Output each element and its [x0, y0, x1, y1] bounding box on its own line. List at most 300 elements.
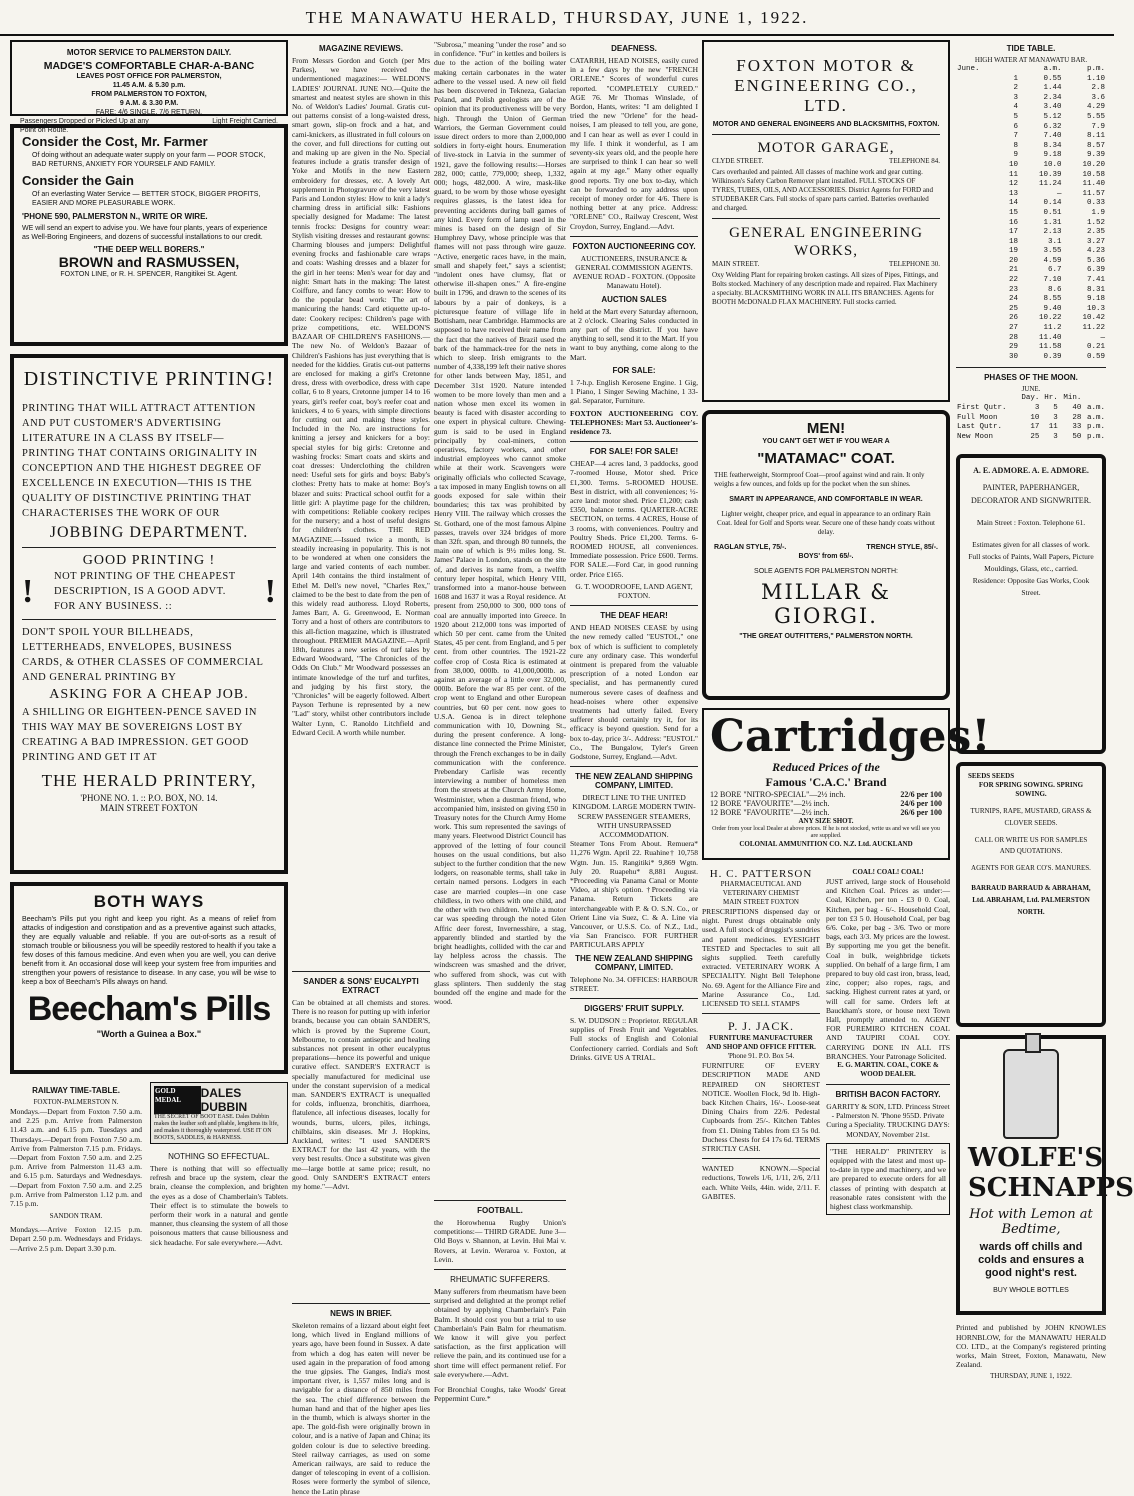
coat-text: THE featherweight, Stormproof Coat—proof against wind and rain. It only weighs a few ounces, and folds up for the pocket when the sun shines. — [714, 471, 925, 488]
sanders-text: Can be obtained at all chemists and stores. There is no reason for putting up with inferior brands, because you can obtain SANDER'S, which is proved by the Supreme Court, Melbourne, to contain antiseptic and healing substances not present in other eucalyptus preparations—hence its powerful and unique curative effect. SANDER'S EXTRACT is specially manufactured for medicinal use under the constant supervision of a medical man. SANDER'S EXTRACT is unequalled for colds, influenza, bronchitis, diarrhoea, flatulence, all infectious diseases, locally for wounds, burns, ulcers, piles, itchings, chilblains, skin diseases. Mr J. Hopkins, Auckland, writes: "I used SANDER'S EXTRACT for the last 42 years, with the very best results. Once a substitute was given me—large bottle at same price; result, no good. Only SANDER'S EXTRACT enters my home."—Advt. — [292, 998, 430, 1192]
tide-row — [956, 190, 1106, 200]
tide-cell: 22 — [1009, 276, 1019, 285]
tide-cell: 9 — [1013, 151, 1019, 160]
farmer-title1: Consider the Cost, Mr. Farmer — [22, 134, 208, 149]
tide-cell: 9.40 — [1043, 304, 1062, 313]
railway-title: RAILWAY TIME-TABLE. — [32, 1086, 120, 1095]
dales-ad — [150, 1082, 288, 1144]
dales-text: THE SECRET OF BOOT EASE. Dales Dubbin makes the leather soft and pliable, lengthens its life, and makes it thoroughly waterproof. USE IT ON BOOTS, SADDLES, & HARNESS. — [154, 1114, 279, 1141]
jack-title: P. J. JACK. — [727, 1019, 795, 1034]
tide-cell: 0.59 — [1086, 352, 1105, 361]
admore-ad — [956, 454, 1106, 754]
cartridges-order: Order from your local Dealer at above prices. If he is not stocked, write us and we will see you are supplied. — [712, 826, 940, 839]
railway-timetable — [10, 1082, 142, 1253]
tide-cell — [956, 132, 999, 142]
beecham-title: BOTH WAYS — [93, 892, 205, 911]
matamac-ad — [702, 410, 950, 700]
moon-head-blank — [956, 394, 1017, 404]
tide-cell — [956, 314, 999, 324]
magazine-text: From Messrs Gordon and Gotch (per Mrs Parkes), we have received the undermentioned magazines:— WELDON'S LADIES' JOURNAL JUNE NO.—Quite the smartest and neatest styles are shown in this No. of Weldon's Ladies' Journal. Gratis cut-out patterns consist of a long-waisted dress, smart gown, slip-on frock and a hat, and cami-knickers, as illustrated in full colours on the cover, and full directions for cutting out and making up are given in the No. Special features include a gratis transfer design of Yoke and Motifs in the new Eastern embroidery for dresses, etc. A lovely Art supplement in Photogravure of the very latest Paris and London styles: How to knit a lady's charming dress in artificial silk: Fashions specially designed for Madame: The latest tennis frocks: Designs for country wear: Stylish visiting dresses and restaurant gowns: Charming blouses and jumpers: Delightful evening frocks and fashionable care wraps and coats: Washing dresses and a blazer for the girl in her teens: Men's wear for day and night: Smart hats in the making: The latest Coiffure, and fancy combs to wear: How to do the popular bead work: The art of manicuring the hands: Card etiquette up-to-date: Cookery recipes: Children's page with prize competitions, etc. WELDON'S BAZAAR OF CHILDREN'S FASHIONS.—The new No. of Weldon's Bazaar of Children's Fashions has just everything that is needed for the kiddies. Gratis cut-out patterns are enclosed for making a girl's Cretonne dress, dress with overbodice, dress with cape collar, 6 to 8 years, Cretonne jumper 14 to 16 years, girl's reefer coat, boy's reefer coat and knickers, 4 to 6 years, with simple directions for cutting out and making these styles. Included in the No. are instructions for knitting a jersey and knickers for a boy: special styles for big girls: Cretonne and washing frocks: Smart coats and skirts and coat dresses: Underclothing the children need: Useful sets for girls and boys: Baby's clothes: Pretty hats to make at home: Boy's blazer and suits: Practical school outfit for a little girl: A playtime page for the children, with competitions: Reliable cookery recipes for the nursery; and a host of useful designs for children's clothes. THE RED MAGAZINE.—Issued twice a month, is steadily increasing in popularity. This is not to be wondered at when one considers the large and varied contents of each number. April 14th contains the third instalment of Ethel M. Dell's new novel, "Charles Rex," claimed to be the best to date from the pen of this widely read authoress. Lloyd Roberts, James Barr, A. G. Greenwood, E. Norman Torry and a host of others are contributors to this all-fiction magazine, which is illustrated throughout. PREMIER MAGAZINE.—April 18th, features a new series of turf tales by Edward Woodward, "The Chronicles of the Odds On Club." Mr Woodward possesses an intimate knowledge of the turf and turfites, and judging by his first story, the "Chronicles" will be eagerly followed. Albert Payson Terhune is represented by a new "Lad" story, whilst other contributors include Walter Lynn, C. Ranoldo Litchfield and Edward Cecil. A worth while number. — [292, 56, 430, 737]
patterson-sub: PHARMACEUTICAL AND VETERINARY CHEMIST — [720, 880, 802, 897]
cartridge-3-price: 26/6 per 100 — [900, 808, 942, 817]
admore-address: Main Street : Foxton. Telephone 61. — [976, 518, 1086, 528]
railway-sub: FOXTON-PALMERSTON N. — [33, 1098, 119, 1106]
tide-cell: 5.36 — [1086, 256, 1105, 265]
deaf-text: AND HEAD NOISES CEASE by using the new remedy called "EUSTOL," one box of which is sufficient to completely cure any ordinary case. This wonderful ointment is prepared from the valuable prescription of a noted London ear specialist, and has permanently cured numerous severe cases of deafness and head-noises where other expensive treatments had utterly failed. Every sufferer should certainly try it, for its efficacy is beyond question. Send for a box to-day, price 3/-. Address: "EUSTOL" Co., The Bungalow, Tyler's Green Godstone, Surrey, England.—Advt. — [570, 623, 698, 761]
tide-cell — [956, 324, 999, 334]
beecham-ad — [10, 882, 288, 1074]
seeds-agents: AGENTS FOR GEAR CO'S. MANURES. — [971, 864, 1091, 873]
farmer-text2: Of an everlasting Water Service — BETTER STOCK, BIGGER PROFITS, EASIER AND MORE PLEASURABLE WORK. — [32, 191, 261, 207]
garage-street: CLYDE STREET. — [712, 157, 764, 165]
tide-cell — [956, 238, 999, 248]
millar-giorgi: MILLAR & GIORGI. — [760, 580, 892, 628]
moon-cell: 3 — [1053, 413, 1058, 422]
tide-cell: 7.9 — [1091, 122, 1105, 131]
tide-cell: 30 — [1009, 352, 1019, 361]
tide-cell — [956, 247, 999, 257]
tide-cell: 11.24 — [1038, 180, 1062, 189]
diggers-text: S. W. DUDSON :: Proprietor. REGULAR supplies of Fresh Fruit and Vegetables. Full stocks of English and Colonial Confectionery carried. Cordials and Soft Drinks. GIVE US A TRIAL. — [570, 1016, 698, 1062]
moon-cell: New Moon — [957, 432, 994, 441]
tide-cell — [956, 103, 999, 113]
moon-cell: p.m. — [1086, 423, 1105, 432]
admore-trade: PAINTER, PAPERHANGER, DECORATOR AND SIGNWRITER. — [970, 483, 1092, 506]
moon-title: PHASES OF THE MOON. — [984, 373, 1078, 383]
farmer-address: FOXTON LINE, or R. H. SPENCER, Rangitikei St. Agent. — [60, 271, 238, 278]
facts-text: "Subrosa," meaning "under the rose" and so in confidence. "Fur" in kettles and boilers is due to the action of the boiling water making certain carbonates in the water adhere to the vessel used. A new oil field has been discovered in Tekneza, Galacian Poland, and Polish geologists are of the opinion that its productiveness will be very high. Through the Union of German Warriors, the German Government could issue direct orders to more than 2,000,000 soldiers in forty-eight hours. Enumeration of live-stock in Latvia in the summer of 1921, gave the following results:—Horses 282, 000; cattle, 779,000; sheep, 1,332, 000; hogs, 482,000. A wire, mask-like guard, to be worn by those whose eyesight requires glasses, is the latest idea for preventing accidents during ball games of any kind. Every form of lamp used in the mines is based on the design of Sir Humphrey Davy, whose principle was that flames will not pass through wire gauze. "Active, energetic races have, in the main, small and shapely feet," says a scientist; "indolent ones have clumsy, flat or otherwise ill-shapen ones." A fire-engine built in 1796, and drawn to the scenes of its labours by a pair of donkeys, is a picturesque feature of village life in Bottisham, near Cambridge. Hammocks are supposed to have received their name from the fact that the natives of Brazil used the bark of the hammack-tree for the nets in which to sleep. Irish emigrants to the number of 4,338,199 left their native shores for other lands between May, 1851, and December 31st 1920. Nature intended women to be more lovely than men and a nation whose men excel its women in beauty is faced with disaster according to one expert in physical culture. Chewing-gum is said to be used in England principally by coal-miners, cotton operatives, factory workers, and other industrial employees who cannot smoke while at their work. Scavengers were originally officials who collected Scavage, a tax imposed in many English towns on all goods exposed for sale within their boundaries; this tax was prohibited by Henry VIII. The railway which crosses the St. Gothard, one of the most famous Alpine passes, travels over 324 bridges of more than 32ft. span, and through 80 tunnels, the main one of which is 9½ miles long. St. James' Palace in London, stands on the site of, and derives its name from, a twelfth century leper hospital, which Henry VIII, transformed into a manor-house between 1608 and 1637 it was a Royal residence. At present from 250,000 to 300, 000 tons of coal are annually imported into Greece. In 1920 about 212,000 tons was imported of which 50 per cent. came from the United States, 45 per cent. from England, and 5 per cent. from other countries. The 1921-22 coffee crop of Costa Rica is estimated at from 38,000, 000lb. to 41,000,000lb. as against an average of a little over 32,000, 000lb. Before the war 85 per cent. of the crop went to England and other European countries, but 60 per cent. now goes to U.S.A. Genoa is in direct telephone communication with 10, Downing St., during the present conference. A long-distance line connected the Prime Minister, through the French exchanges to be in daily communication with the conference. Prebendary Carlisle was recently interviewing a number of homeless men from the streets at the Church Army Home, Westminister, when a dustman friend, who accompanied him, insisted on giving £50 in Treasury notes for the Church Army Home work. This sum represented the savings of many years. Fleetwood District Council has approved of the letting of four council houses on the usual conditions, but also subject to the further condition that the new lodgers, on reasonable terms, shall take in certain named persons. Lodgers in each case are married couples—in one case childless, in two others with one child, and the other with two children. While a motor car was speeding through the noted Glen Affric deer forest, Invernesshire, a stag, apparently blinded and startled by the bright headlights, collided with the car and lay helpless across the chassis. The windscreen was smashed and the driver, who suffered from shock, was cut with glass splinters. Then suddenly the stag bounded off the engine and made for the wood. — [434, 40, 566, 1007]
coat-lighter: Lighter weight, cheaper price, and equal in appearance to an ordinary Rain Coat. Ideal for Golf and Sports wear. Secure one of these handy coats without delay. — [717, 510, 935, 536]
motor-fare: FARE: 4/6 SINGLE, 7/6 RETURN. — [95, 109, 203, 116]
barraud-abraham: BARRAUD BARRAUD & ABRAHAM, Ltd. ABRAHAM, Ltd. PALMERSTON NORTH. — [971, 884, 1091, 917]
garage-title: MOTOR GARAGE, — [757, 140, 895, 156]
moon-row — [956, 404, 1106, 414]
tide-cell: 25 — [1009, 304, 1019, 313]
coughs-text: For Bronchial Coughs, take Woods' Great Peppermint Cure.* — [434, 1385, 566, 1404]
tide-cell: 9.39 — [1086, 151, 1105, 160]
magazine-title: MAGAZINE REVIEWS. — [318, 44, 403, 53]
farmer-ad — [10, 124, 288, 346]
moon-cell: p.m. — [1086, 432, 1105, 441]
tide-cell: 1.52 — [1086, 218, 1105, 227]
moon-cell: 50 — [1072, 432, 1082, 441]
nz-shipping-text: DIRECT LINE TO THE UNITED KINGDOM. LARGE MODERN TWIN-SCREW PASSENGER STEAMERS, WITH UNSURPASSED ACCOMMODATION. — [572, 793, 696, 840]
printing-phone: 'PHONE NO. 1. :: P.O. BOX, NO. 14. — [80, 793, 218, 803]
motor-title: MADGE'S COMFORTABLE CHAR-A-BANC — [43, 60, 255, 72]
effectual-title: NOTHING SO EFFECTUAL. — [168, 1152, 270, 1161]
printing-spoil: DON'T SPOIL YOUR BILLHEADS, LETTERHEADS, ENVELOPES, BUSINESS CARDS, & OTHER CLASSES OF COMMERCIAL AND GENERAL PRINTING BY — [22, 627, 264, 683]
beecham-text: Beecham's Pills put you right and keep you right. As a means of relief from attacks of indigestion and constipation and as a preventive against such attacks, they are equally valuable and reliable. If you are out-of-sorts as a result of stomach trouble or biliousness you will be speedily restored to health if you take a few doses of this famous medicine. And even when you are well, you can derive benefit from it. An occasional dose will keep your system free from impurities and strengthen your powers of resistance to disease. In any case, you will be wise to keep a box of Beecham's Pills always on hand. — [22, 916, 276, 986]
tide-row — [956, 353, 1106, 363]
printing-printery: THE HERALD PRINTERY, — [41, 771, 257, 790]
tide-cell: 17 — [1009, 228, 1019, 237]
cartridge-3-name: 12 BORE "FAVOURITE"—2½ inch. — [710, 808, 830, 817]
tide-row — [956, 103, 1106, 113]
tide-cell: 10.22 — [1038, 314, 1062, 323]
tide-cell: 0.21 — [1086, 343, 1105, 352]
moon-cell: 5 — [1053, 404, 1058, 412]
tide-cell: 15 — [1009, 208, 1019, 217]
column-3 — [434, 40, 566, 1480]
tide-row — [956, 334, 1106, 344]
tide-cell: 2 — [1013, 84, 1019, 93]
tram-text: Mondays.—Arrive Foxton 12.15 p.m. Depart 2.50 p.m. Wednesdays and Fridays.—Arrive 2.5 p.m. Depart 3.30 p.m. — [10, 1225, 142, 1253]
herald-printery-box — [826, 1143, 950, 1215]
tide-title: TIDE TABLE. — [1006, 44, 1056, 53]
tide-cell: 3.40 — [1043, 103, 1062, 112]
tide-row — [956, 305, 1106, 315]
cartridges-ad — [702, 708, 991, 860]
general-title: GENERAL ENGINEERING WORKS, — [729, 225, 923, 259]
farmer-borers: "THE DEEP WELL BORERS." — [93, 245, 205, 254]
tide-cell — [956, 199, 999, 209]
tide-cell: 0.51 — [1043, 208, 1062, 217]
garage-text: Cars overhauled and painted. All classes of machine work and gear cutting. Wilkinson's Safety Carbon Remover plant installed. FULL STOCKS OF TYRES, TUBES, OILS, AND ACCESSORIES. District Agents for FORD and STUDEBAKER Cars. Full stocks of spare parts carried. Batteries overhauled and charged. — [712, 168, 933, 212]
tide-cell: 13 — [1009, 189, 1019, 198]
farmer-text3: WE will send an expert to advise you. We have four plants, years of experience as Well-Boring Engineers, and dozens of successful installations to our credit. — [22, 225, 268, 241]
engineering-sub: MOTOR AND GENERAL ENGINEERS AND BLACKSMITHS, FOXTON. — [712, 121, 940, 128]
tide-cell — [956, 94, 999, 104]
tide-cell: 2.8 — [1091, 84, 1105, 93]
tide-head-col — [999, 65, 1019, 75]
tide-cell: 10.58 — [1082, 170, 1105, 179]
seeds-ad — [956, 762, 1106, 1027]
motor-right-note: Light Freight Carried. — [212, 118, 278, 125]
tide-row — [956, 123, 1106, 133]
tide-cell: 0.33 — [1086, 199, 1105, 208]
sale2-text: CHEAP—4 acres land, 3 paddocks, good 7-roomed House, Motor shed. Price £1,300. Terms. 5-ROOMED HOUSE. Best in district, with all conveniences; ½-acre land: motor shed. Price £1,200; cash £350, balance terms. QUARTER-ACRE SECTION, on terms. 4 ACRES, House of 3 rooms, with conveniences. Poultry and Poultry Sheds. Price £1,200. Terms. 6-ROOMED HOUSE, all conveniences. Immediate possession. Price £600. Terms. FOR SALE.—Ford Car, in good running order. Price £165. — [570, 459, 698, 579]
tide-table — [956, 65, 1106, 362]
moon-cell: Last Qutr. — [957, 423, 1003, 432]
tram-title: SANDON TRAM. — [49, 1212, 103, 1221]
forsale-title: FOR SALE: — [612, 365, 656, 375]
moon-table — [956, 394, 1106, 442]
tide-cell — [956, 343, 999, 353]
farmer-text1: Of doing without an adequate water supply on your farm — POOR STOCK, BAD RETURNS, ANXIETY FOR YOURSELF AND FAMILY. — [32, 152, 266, 168]
tide-row — [956, 84, 1106, 94]
herald-printery-text: "THE HERALD" PRINTERY is equipped with the latest and most up-to-date in type and machinery, and we are prepared to execute orders for all classes of printing with despatch at reasonable rates consistent with the highest class workmanship. — [830, 1146, 946, 1212]
football-text: the Horowhenua Rugby Union's competitions:— THIRD GRADE. June 3— Old Boys v. Shannon, at Levin. Hui Mai v. Rovers, at Levin. Weraroa v. Foxton, at Levin. — [434, 1218, 566, 1264]
tide-cell: 4.23 — [1086, 247, 1105, 256]
printing-good-text: NOT PRINTING OF THE CHEAPEST DESCRIPTION, IS A GOOD ADVT. FOR ANY BUSINESS. :: — [54, 571, 236, 612]
coal-text: JUST arrived, large stock of Household and Kitchen Coal. Prices as under:— Coal, Kitchen, per ton - £3 0 0. Coal, Kitchen, per bag - 6/-. Household Coal, per ton £3 5 0. Household Coal, per bag 6/6. Coke, per bag - 3/6. Two or more bags, each 3/3. My prices are the lowest. By supporting me you get the benefit. Coal in bulk, weighbridge tickets supplied. On behalf of a large firm, I am prepared to buy old cast iron, brass, lead, zinc, copper; also ropes, rags, and sacking. Highest current rates at yard, or will call for same. Orders left at Bauckham's store, or house next Town Hall, promptly attended to. AGENT FOR PUREMIRO KITCHEN COAL AND TAUPIRI COAL COY. CARRYING DONE IN ALL ITS BRANCHES. Your Patronage Solicited. — [826, 877, 950, 1061]
tide-row — [956, 161, 1106, 171]
tide-row — [956, 75, 1106, 85]
tide-cell: 6.39 — [1086, 266, 1105, 275]
tide-cell — [956, 113, 999, 123]
coat-title: "MATAMAC" COAT. — [757, 450, 895, 467]
tide-cell — [956, 123, 999, 133]
motor-line1: LEAVES POST OFFICE FOR PALMERSTON, — [76, 73, 222, 80]
moon-cell: 28 — [1072, 413, 1082, 422]
printing-cheap: ASKING FOR A CHEAP JOB. — [49, 687, 249, 702]
general-phone: TELEPHONE 30. — [889, 260, 940, 268]
tide-row — [956, 94, 1106, 104]
moon-month: JUNE. — [1021, 385, 1041, 394]
tide-cell: — — [1056, 189, 1062, 198]
wolfe-ad — [956, 1035, 1134, 1315]
moon-cell: 17 — [1030, 423, 1040, 432]
tide-cell: 3.55 — [1043, 247, 1062, 256]
tide-cell: 16 — [1009, 218, 1019, 227]
coal-title: COAL! COAL! COAL! — [852, 868, 924, 876]
masthead — [0, 0, 1114, 36]
tide-cell: 4.59 — [1043, 256, 1062, 265]
sales-text: held at the Mart every Saturday afternoon, at 2 o'clock. Clearing Sales conducted in any part of the district. If you have anything to sell, send it to the Mart. If you want to buy anything, come along to the Mart. — [570, 306, 698, 362]
tide-cell: 6 — [1013, 122, 1019, 131]
tide-cell: 21 — [1009, 266, 1019, 275]
tide-cell: 11.58 — [1038, 343, 1062, 352]
tide-cell: 10.0 — [1043, 160, 1062, 169]
tide-cell: 12 — [1009, 180, 1019, 189]
tide-cell: 7.10 — [1043, 276, 1062, 285]
forsale-text: 1 7-h.p. English Kerosene Engine. 1 Gig, 1 Piano, 1 Singer Sewing Machine, 1 33-gal. Separator, Furniture. — [570, 377, 698, 406]
tide-cell: 1.10 — [1086, 74, 1105, 83]
printing-title: DISTINCTIVE PRINTING! — [23, 368, 275, 390]
tide-row — [956, 209, 1106, 219]
motor-heading: MOTOR SERVICE TO PALMERSTON DAILY. — [66, 48, 232, 57]
rheumatic-text: Many sufferers from rheumatism have been surprised and delighted at the prompt relief obtained by applying Chamberlain's Pain Balm. It should cost you but a trial to use Chamberlain's Pain Balm for rheumatism. We know it will give you perfect satisfaction, as the first application will relieve the pain, and its continued use for a short time will effect permanent relief. For sale everywhere.—Advt. — [434, 1287, 566, 1379]
tide-cell — [956, 190, 999, 200]
printing-dept: JOBBING DEPARTMENT. — [49, 524, 249, 541]
men-title: MEN! — [806, 420, 846, 437]
moon-head-ampm — [1082, 394, 1106, 404]
moon-cell: a.m. — [1086, 404, 1105, 412]
tide-cell: 0.14 — [1043, 199, 1062, 208]
column-6 — [956, 40, 1134, 1480]
cartridges-sub2: Famous 'C.A.C.' Brand — [765, 775, 887, 789]
beecham-slogan: "Worth a Guinea a Box." — [96, 1029, 202, 1039]
tide-cell: 8.11 — [1086, 132, 1105, 141]
tide-row — [956, 314, 1106, 324]
tide-cell: 2.35 — [1086, 228, 1105, 237]
sales-title: AUCTION SALES — [601, 294, 667, 304]
cartridge-2-price: 24/6 per 100 — [900, 799, 942, 808]
tide-cell: 11.40 — [1038, 333, 1062, 342]
newspaper-title: THE MANAWATU HERALD, THURSDAY, JUNE 1, 1922. — [305, 8, 809, 27]
tide-row — [956, 343, 1106, 353]
tide-cell: 8.31 — [1086, 285, 1105, 294]
tide-cell — [956, 171, 999, 181]
imprint-date: THURSDAY, JUNE 1, 1922. — [990, 1372, 1072, 1381]
auction-text: AUCTIONEERS, INSURANCE & GENERAL COMMISSION AGENTS. AVENUE ROAD - FOXTON. (Opposite Manawatu Hotel). — [572, 253, 696, 291]
tide-cell: 4 — [1013, 103, 1019, 112]
tide-cell — [956, 84, 999, 94]
tide-cell — [956, 257, 999, 267]
exclamation-icon: ! — [264, 572, 276, 610]
tide-cell: 0.39 — [1043, 352, 1062, 361]
tide-cell: 4.29 — [1086, 103, 1105, 112]
tide-cell — [956, 219, 999, 229]
patterson-title: H. C. PATTERSON — [709, 868, 813, 880]
tide-head-pm: p.m. — [1086, 65, 1105, 73]
coat-smart: SMART IN APPEARANCE, AND COMFORTABLE IN WEAR. — [729, 496, 923, 503]
moon-head-min: Min. — [1063, 394, 1082, 403]
admore-name: A. E. ADMORE. A. E. ADMORE. — [973, 466, 1089, 476]
woodroofe: G. T. WOODROOFE, LAND AGENT, FOXTON. — [575, 581, 693, 600]
tide-cell: 6.7 — [1047, 266, 1062, 275]
tide-cell — [956, 276, 999, 286]
moon-head-day: Day. — [1021, 394, 1040, 403]
tide-cell: 19 — [1009, 247, 1019, 256]
farmer-phone: 'PHONE 590, PALMERSTON N., WRITE OR WIRE. — [22, 212, 208, 221]
tide-cell: 10.20 — [1082, 160, 1105, 169]
tide-cell: 2.13 — [1043, 228, 1062, 237]
tide-cell: 11.40 — [1082, 180, 1105, 189]
tide-cell — [956, 228, 999, 238]
seeds-title: SEEDS SEEDS — [968, 772, 1015, 781]
tide-row — [956, 286, 1106, 296]
moon-cell: First Qutr. — [957, 404, 1007, 412]
tide-cell — [956, 151, 999, 161]
imprint-text: Printed and published by JOHN KNOWLES HORNBLOW, for the MANAWATU HERALD CO. LTD., at the Company's registered printing works, Main Street, Foxton, Manawatu, New Zealand. — [956, 1323, 1106, 1370]
tide-cell: 1.44 — [1043, 84, 1062, 93]
cartridge-2-name: 12 BORE "FAVOURITE"—2½ inch. — [710, 799, 830, 808]
tide-head-am: a.m. — [1043, 65, 1062, 73]
coy-phones: FOXTON AUCTIONEERING COY. TELEPHONES: Mart 53. Auctioneer's-residence 73. — [570, 408, 698, 436]
tide-cell: 3.1 — [1047, 237, 1062, 246]
wanted-text: WANTED KNOWN.—Special reductions, Towels 1/6, 1/11, 2/6, 2/11 each. White Veils, 44in. wide, 2/11. F. GABITES. — [702, 1164, 820, 1201]
boys-price: BOYS' from 65/-. — [798, 553, 854, 560]
tide-cell: 8.57 — [1086, 141, 1105, 150]
diggers-title: DIGGERS' FRUIT SUPPLY. — [584, 1004, 684, 1014]
tide-cell: 3.6 — [1091, 93, 1105, 102]
moon-cell: 11 — [1048, 423, 1058, 432]
tide-cell: 11 — [1009, 170, 1019, 179]
patterson-text: PRESCRIPTIONS dispensed day or night. Purest drugs obtainable only used. A full stock of druggist's sundries and patent medicines. EYESIGHT TESTED and Spectacles to suit all sights supplied. Teeth carefully extracted. VETERINARY WORK A SPECIALITY. Night Bell Telephone No. 69. Agent for the Alliance Fire and Marine Assurance Co., Ltd. LICENSED TO SELL STAMPS — [702, 907, 820, 1009]
motor-line4: 9 A.M. & 3.30 P.M. — [119, 100, 179, 107]
tide-row — [956, 132, 1106, 142]
nz-shipping-tel: Telephone No. 34. OFFICES: HARBOUR STREET. — [570, 974, 698, 993]
wolfe-title: WOLFE'S SCHNAPPS — [968, 1143, 1134, 1204]
tide-cell: 3.27 — [1086, 237, 1105, 246]
dales-title: DALES DUBBIN — [200, 1086, 248, 1114]
engineering-ad — [702, 40, 950, 402]
tide-cell: 8.34 — [1043, 141, 1062, 150]
cartridge-1-name: 12 BORE "NITRO-SPECIAL"—2½ inch. — [710, 790, 846, 799]
printing-good: GOOD PRINTING ! — [82, 553, 216, 568]
coat-agents: SOLE AGENTS FOR PALMERSTON NORTH: — [754, 568, 898, 575]
moon-row — [956, 414, 1106, 424]
dales-badge: GOLD MEDAL — [154, 1086, 201, 1114]
engineering-title: FOXTON MOTOR & ENGINEERING CO., LTD. — [734, 56, 918, 115]
schnapps-bottle-icon — [1003, 1049, 1059, 1139]
moon-cell: 25 — [1030, 432, 1040, 441]
any-size-shot: ANY SIZE SHOT. — [798, 817, 854, 825]
railway-text: Mondays.—Depart from Foxton 7.50 a.m. and 2.25 p.m. Arrive from Palmerston 11.43 a.m. and 6.15 p.m. Tuesdays and Thursdays.—Depart from Foxton 7.50 a.m. Arrive from Palmerston 7.15 p.m. Fridays.—Depart from Foxton 7.50 a.m. and 2.25 p.m. Arrive from Palmerston 11.43 a.m. and 6.15 p.m. Saturdays and Wednesdays.—Depart from Foxton 7.50 a.m. and 2.25 p.m. Arrive from Palmerston 1.12 p.m. and 7.15 p.m. — [10, 1107, 142, 1209]
wolfe-text: wards off chills and colds and ensures a good night's rest. — [978, 1241, 1084, 1280]
column-4 — [570, 40, 698, 1480]
farmer-title2: Consider the Gain — [22, 173, 134, 188]
tide-cell: — — [1100, 333, 1105, 342]
tide-cell: 9.18 — [1086, 295, 1105, 304]
tide-sub: HIGH WATER AT MANAWATU BAR. — [974, 56, 1088, 64]
tide-cell — [956, 209, 999, 219]
motor-service-ad — [10, 40, 288, 134]
moon-cell: a.m. — [1086, 413, 1105, 422]
tide-cell — [956, 266, 999, 276]
seeds-list: TURNIPS, RAPE, MUSTARD, GRASS & CLOVER SEEDS. — [970, 807, 1092, 828]
wolfe-buy: BUY WHOLE BOTTLES — [993, 1287, 1069, 1295]
tide-cell: 14 — [1009, 199, 1019, 208]
printing-shilling: A SHILLING OR EIGHTEEN-PENCE SAVED IN THIS WAY MAY BE SOVEREIGNS LOST BY CREATING A BAD IMPRESSION. GET GOOD PRINTING AND GET IT AT — [22, 707, 258, 763]
football-title: FOOTBALL. — [477, 1206, 523, 1215]
general-text: Oxy Welding Plant for repairing broken castings. All sizes of Pipes, Fittings, and Bolts stocked. Machinery of any description made and repaired. Flax Machinery a specialty. BLACKSMITHING WORK IN ALL ITS BRANCHES. Agents for BOOTH McDONALD FLAX MACHINERY. Full stocks carried. — [712, 271, 939, 306]
motor-line2: 11.45 A.M. & 5.30 p.m. — [112, 82, 186, 89]
tide-row — [956, 151, 1106, 161]
nz-shipping-title: THE NEW ZEALAND SHIPPING COMPANY, LIMITED. — [575, 772, 693, 791]
moon-cell: 33 — [1072, 423, 1082, 432]
tide-cell: 11.2 — [1043, 324, 1062, 333]
tide-row — [956, 238, 1106, 248]
tide-cell: 5.55 — [1086, 112, 1105, 121]
seeds-sub: FOR SPRING SOWING. SPRING SOWING. — [978, 781, 1084, 799]
cartridges-title: Cartridges! — [710, 711, 991, 762]
beecham-brand: Beecham's Pills — [27, 990, 271, 1028]
moon-cell: 3 — [1053, 432, 1058, 441]
effectual-text: There is nothing that will so effectually refresh and brace up the system, clear the brain, cleanse the complexion, and brighten the eyes as a dose of Chamberlain's Tablets. Their effect is to stimulate the bowels to perform their work in a natural and gentle manner, thus cleansing the system of all those poisonous matters that cause biliousness and sick headache. For sale everywhere.—Advt. — [150, 1164, 288, 1247]
tide-cell: 11.57 — [1082, 189, 1105, 198]
moon-cell: Full Moon — [957, 413, 998, 422]
men-sub: YOU CAN'T GET WET IF YOU WEAR A — [762, 438, 890, 445]
jack-text: FURNITURE OF EVERY DESCRIPTION MADE AND REPAIRED ON SHORTEST NOTICE. Woollen Flock, 9d lb. High-back Kitchen Chairs, 16/-. Loose-seat Dining Chairs from 22/6. Pedestal Cupboards from 25/-. Kitchen Tables from £1. Dining Tables from £3 5s 0d. Duchess Chests for £4 17s 6d. TERMS STRICTLY CASH. — [702, 1061, 820, 1154]
moon-cell: 40 — [1072, 404, 1082, 412]
tide-cell: 2.34 — [1043, 93, 1062, 102]
raglan-price: RAGLAN STYLE, 75/-. — [714, 544, 787, 551]
column-2 — [292, 40, 430, 1496]
tide-cell: 10.39 — [1038, 170, 1062, 179]
moon-row — [956, 433, 1106, 443]
tide-cell — [956, 334, 999, 344]
auction-title: FOXTON AUCTIONEERING COY. — [572, 241, 696, 251]
tide-cell: 7.40 — [1043, 132, 1062, 141]
tide-cell: 24 — [1009, 295, 1019, 304]
patterson-address: MAIN STREET FOXTON — [723, 898, 799, 906]
tide-month: June. — [957, 65, 980, 73]
moon-cell: 10 — [1030, 413, 1040, 422]
colonial-ammunition: COLONIAL AMMUNITION CO. N.Z. Ltd. AUCKLAND — [739, 840, 913, 848]
tide-cell: 18 — [1009, 237, 1019, 246]
tide-row — [956, 113, 1106, 123]
cartridges-sub1: Reduced Prices of the — [772, 760, 880, 774]
trench-price: TRENCH STYLE, 85/-. — [866, 544, 938, 551]
deaf-title: THE DEAF HEAR! — [600, 611, 668, 621]
tide-cell — [956, 142, 999, 152]
printing-text: PRINTING THAT WILL ATTRACT ATTENTION AND PUT CUSTOMER'S ADVERTISING LITERATURE IN A CLASS BY ITSELF—PRINTING THAT CONTAINS ORIGINALITY IN CONCEPTION AND THE HIGHEST DEGREE OF EXCELLENCE IN EXECUTION—THIS IS THE QUALITY OF DISTINCTIVE PRINTING THAT CHARACTERISES THE WORK OF OUR — [22, 403, 262, 519]
tide-cell: 9.18 — [1043, 151, 1062, 160]
tide-cell: 8 — [1013, 141, 1019, 150]
motor-line3: FROM PALMERSTON TO FOXTON, — [91, 91, 207, 98]
tide-cell — [956, 295, 999, 305]
news-text: Skeleton remains of a lizzard about eight feet long, which lived in England millions of years ago, have been found in Sussex. A date from which a dog has eaten will never be used again in the preparation of food among the true gipsies. The Ganges, India's most important river, is 1,557 miles long and is navigable for a distance of 850 miles from the sea. The chief difference between the human hand and that of the higher apes lies in the thumb, which is always shorter in the ape. The gold-fish were originally brown in colour, and is a native of Japan and China; its golden colour is due to selective breeding. Steel railway carriages, as used on some American railways, are said to reduce the danger of telescoping in event of a collision. Roses were formerly the symbol of silence, hence the Latin phrase — [292, 1321, 430, 1496]
tide-cell: 1 — [1013, 74, 1019, 83]
exclamation-icon: ! — [22, 572, 34, 610]
tide-row — [956, 257, 1106, 267]
tide-row — [956, 228, 1106, 238]
moon-row — [956, 423, 1106, 433]
garage-phone: TELEPHONE 84. — [889, 157, 940, 165]
rheumatic-title: RHEUMATIC SUFFERERS. — [450, 1275, 550, 1285]
tide-cell: 20 — [1009, 256, 1019, 265]
column-1 — [10, 40, 288, 1253]
news-title: NEWS IN BRIEF. — [330, 1309, 392, 1318]
tide-row — [956, 324, 1106, 334]
tide-cell — [956, 161, 999, 171]
tide-cell: 10.42 — [1082, 314, 1105, 323]
tide-cell: 10.3 — [1086, 304, 1105, 313]
tide-cell: 5.12 — [1043, 112, 1062, 121]
tide-cell: 23 — [1009, 285, 1019, 294]
